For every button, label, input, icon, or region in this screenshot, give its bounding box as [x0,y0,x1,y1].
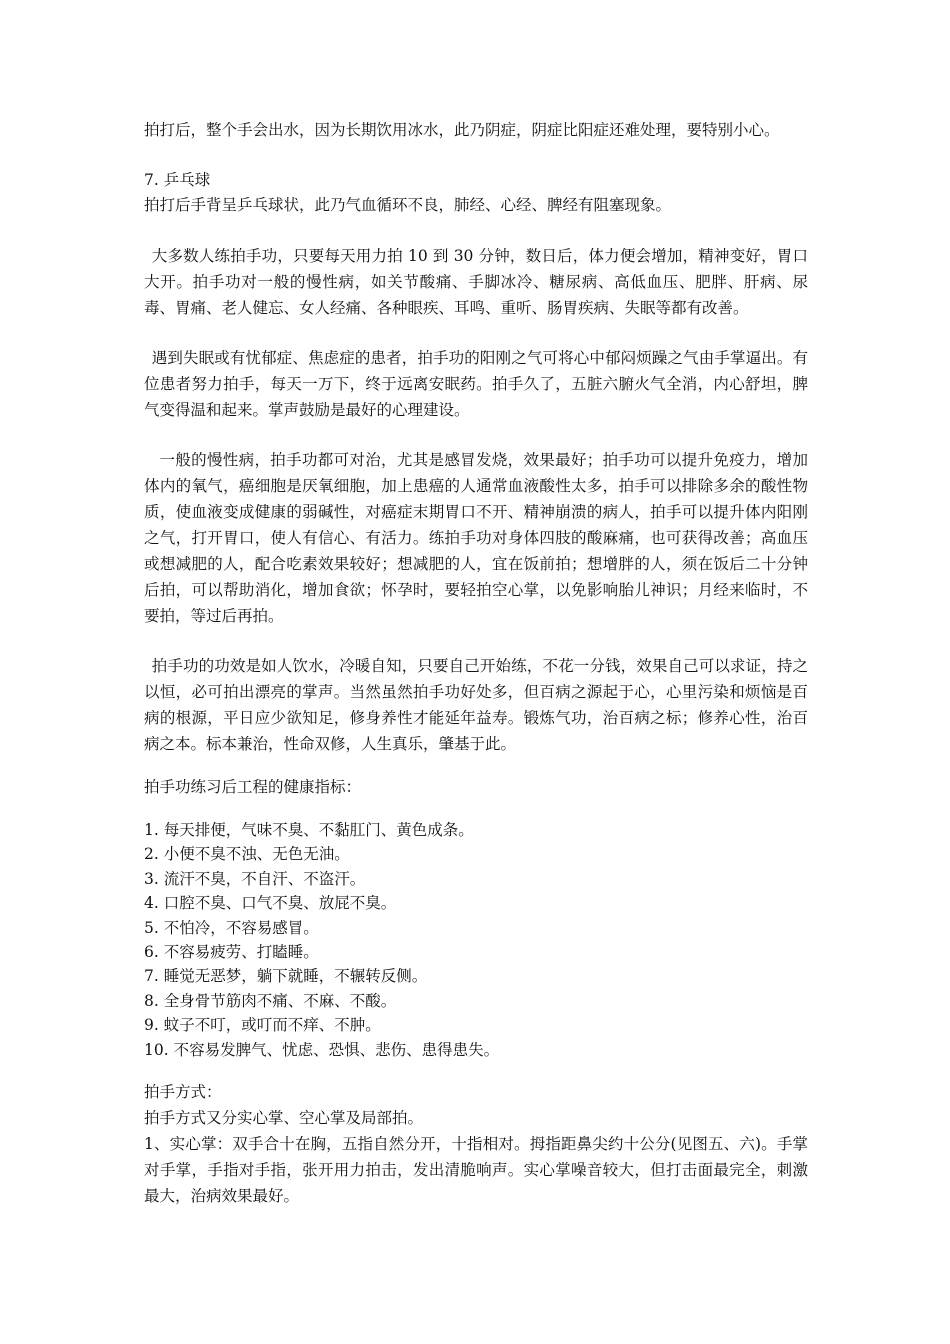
list-item: 4. 口腔不臭、口气不臭、放屁不臭。 [144,894,397,913]
list-item: 1. 每天排便，气味不臭、不黏肛门、黄色成条。 [144,821,474,839]
paragraph-methods-intro: 拍手方式又分实心掌、空心掌及局部拍。 [144,1108,424,1127]
paragraph-chronic-illness: 一般的慢性病，拍手功都可对治，尤其是感冒发烧，效果最好；拍手功可以提升免疫力，增加体内的氧气，癌细胞是厌氧细胞，加上患癌的人通常血液酸性太多，拍手可以排除多余的酸性物质，使血液变成健康的弱碱性，对癌症末期胃口不开、精神崩溃的病人，拍手可以提升体内阳刚之气，打开胃口，使人有信心、有活力。练拍手功对身体四肢的酸麻痛，也可获得改善；高血压或想减肥的人，配合吃素效果较好；想减肥的人，宜在饭前拍；想增胖的人，须在饭后二十分钟后拍，可以帮助消化，增加食欲；怀孕时，要轻拍空心掌，以免影响胎儿神识；月经来临时，不要拍，等过后再拍。 [144,450,808,625]
list-item: 5. 不怕冷，不容易感冒。 [144,918,319,937]
list-item: 6. 不容易疲劳、打瞌睡。 [144,943,319,962]
paragraph-most-people: 大多数人练拍手功，只要每天用力拍 10 到 30 分钟，数日后，体力便会增加，精神变好，胃口大开。拍手功对一般的慢性病，如关节酸痛、手脚冰冷、糖尿病、高低血压、肥胖、肝病、尿毒、胃痛、老人健忘、女人经痛、各种眼疾、耳鸣、重听、肠胃疾病、失眠等都有改善。 [144,246,808,317]
health-indicator-list [144,818,808,1062]
heading-clapping-methods: 拍手方式： [144,1083,222,1102]
list-item: 7. 睡觉无恶梦，躺下就睡，不辗转反侧。 [144,967,428,986]
list-item: 8. 全身骨节筋肉不痛、不麻、不酸。 [144,991,397,1010]
paragraph-pingpong: 拍打后手背呈乒乓球状，此乃气血循环不良，肺经、心经、脾经有阻塞现象。 [144,196,672,214]
paragraph-effect: 拍手功的功效是如人饮水，冷暖自知，只要自己开始练，不花一分钱，效果自己可以求证，持之以恒，必可拍出漂亮的掌声。当然虽然拍手功好处多，但百病之源起于心，心里污染和烦恼是百病的根源，平日应少欲知足，修身养性才能延年益寿。锻炼气功，治百病之标；修养心性，治百病之本。标本兼治，性命双修，人生真乐，肇基于此。 [144,656,808,753]
list-item: 9. 蚊子不叮，或叮而不痒、不肿。 [144,1016,381,1035]
list-item: 3. 流汗不臭，不自汗、不盗汗。 [144,869,366,888]
paragraph-cold-water: 拍打后，整个手会出水，因为长期饮用冰水，此乃阴症，阴症比阳症还难处理，要特别小心。 [144,121,780,139]
document-body [144,118,808,1209]
paragraph-insomnia: 遇到失眠或有忧郁症、焦虑症的患者，拍手功的阳刚之气可将心中郁闷烦躁之气由手掌逼出。有位患者努力拍手，每天一万下，终于远离安眠药。拍手久了，五脏六腑火气全消，内心舒坦，脾气变得温和起来。掌声鼓励是最好的心理建设。 [144,348,808,419]
heading-health-indicators: 拍手功练习后工程的健康指标： [144,777,362,796]
heading-pingpong: 7. 乒乓球 [144,170,211,189]
list-item: 10. 不容易发脾气、忧虑、恐惧、悲伤、患得患失。 [144,1040,500,1059]
list-item: 2. 小便不臭不浊、无色无油。 [144,845,350,864]
paragraph-method-solid-palm: 1、实心掌：双手合十在胸，五指自然分开，十指相对。拇指距鼻尖约十公分(见图五、六)。手掌对手掌，手指对手指，张开用力拍击，发出清脆响声。实心掌噪音较大，但打击面最完全，刺激最大，治病效果最好。 [144,1135,808,1206]
